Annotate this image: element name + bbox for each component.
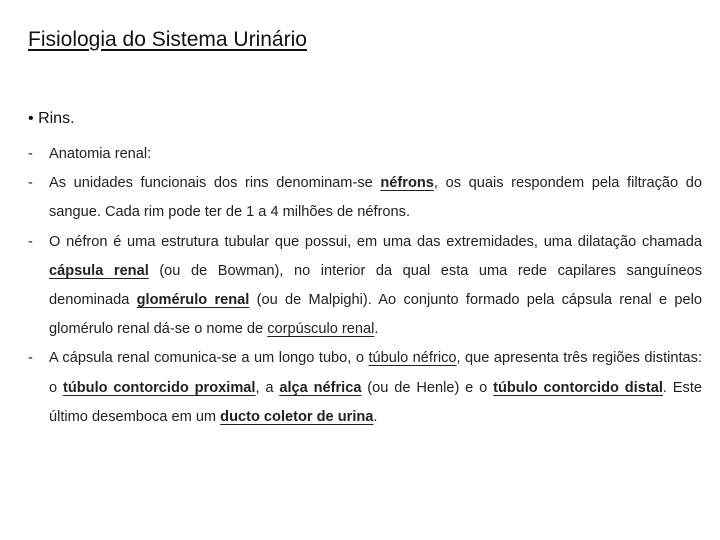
list-dash: - bbox=[28, 350, 33, 367]
text-run: . bbox=[373, 408, 378, 425]
section-label: Rins bbox=[38, 110, 71, 127]
text-run: , a bbox=[255, 379, 280, 396]
text-run: (ou de Henle) e o bbox=[361, 379, 494, 396]
text-run: As unidades funcionais dos rins denominam-se bbox=[49, 175, 381, 192]
list-item bbox=[28, 228, 702, 345]
paragraph bbox=[49, 169, 702, 227]
term-glomerulo-renal: glomérulo renal bbox=[136, 292, 250, 309]
text-run: . Este último desemboca em um bbox=[49, 379, 702, 425]
term-tubulo-contorcido-proximal: túbulo contorcido proximal bbox=[62, 379, 256, 396]
text-run: . bbox=[374, 321, 379, 338]
content-list bbox=[28, 140, 702, 432]
term-tubulo-contorcido-distal: túbulo contorcido distal bbox=[493, 379, 663, 396]
text-run: , os quais respondem pela filtração do sangue. Cada rim pode ter de 1 a 4 milhões de néfrons. bbox=[49, 175, 702, 221]
section-punct: . bbox=[70, 110, 75, 127]
text-run: O néfron é uma estrutura tubular que possui, em uma das extremidades, uma dilatação chamada bbox=[49, 233, 702, 250]
section-heading bbox=[28, 110, 75, 128]
paragraph bbox=[49, 344, 702, 432]
paragraph bbox=[49, 228, 702, 345]
list-item bbox=[28, 140, 702, 169]
text-run: (ou de Malpighi). Ao conjunto formado pela cápsula renal e pelo glomérulo renal dá-se o nome de bbox=[49, 292, 702, 338]
term-alca-nefrica: alça néfrica bbox=[279, 379, 362, 396]
text-run: Anatomia renal: bbox=[49, 146, 152, 162]
page-title: Fisiologia do Sistema Urinário bbox=[28, 28, 307, 51]
term-tubulo-nefrico: túbulo néfrico bbox=[368, 350, 457, 367]
text-run: A cápsula renal comunica-se a um longo tubo, o bbox=[49, 350, 369, 367]
term-nefrons: néfrons bbox=[380, 175, 434, 192]
list-dash: - bbox=[28, 233, 33, 250]
paragraph bbox=[49, 140, 702, 169]
term-ducto-coletor-de-urina: ducto coletor de urina bbox=[220, 408, 374, 425]
list-dash: - bbox=[28, 175, 33, 192]
list-item bbox=[28, 169, 702, 227]
term-corpusculo-renal: corpúsculo renal bbox=[267, 321, 375, 338]
text-run: , que apresenta três regiões distintas: o bbox=[49, 350, 703, 396]
bullet: • bbox=[28, 110, 34, 127]
list-item bbox=[28, 344, 702, 432]
text-run: (ou de Bowman), no interior da qual esta uma rede capilares sanguíneos denominada bbox=[49, 262, 702, 309]
list-dash: - bbox=[28, 146, 33, 162]
term-capsula-renal: cápsula renal bbox=[49, 262, 149, 279]
